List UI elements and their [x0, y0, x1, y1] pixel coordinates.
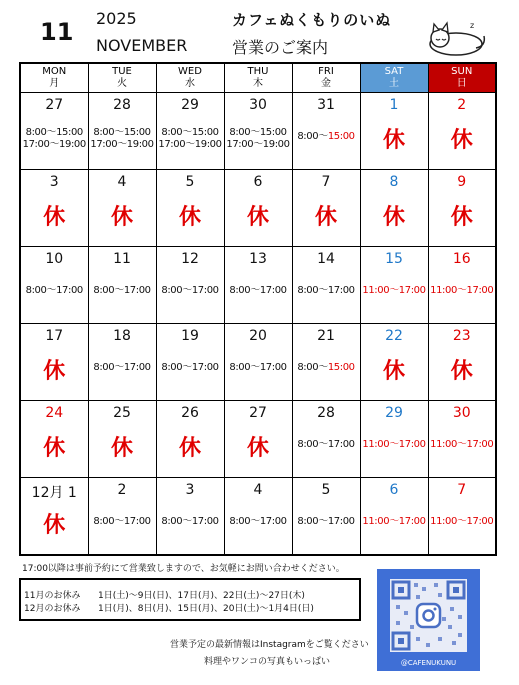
- day-number: 24: [45, 405, 64, 421]
- calendar-day: [428, 93, 496, 170]
- photos-note: 料理やワンコの写真もいっぱい: [204, 657, 331, 667]
- calendar-day: [88, 93, 156, 170]
- day-number: 15: [385, 251, 403, 267]
- opening-hours: 8:00～17:00: [25, 285, 83, 296]
- calendar-day: [88, 247, 156, 324]
- opening-hours: 8:00～17:00: [161, 285, 219, 296]
- day-number: 2: [457, 97, 467, 113]
- calendar-day: [20, 324, 88, 401]
- day-number: 4: [117, 174, 127, 190]
- closed-mark: 休: [43, 359, 66, 384]
- calendar-day: [20, 478, 88, 556]
- closed-mark: 休: [246, 436, 269, 461]
- calendar-day: [292, 401, 360, 478]
- hours-line: 8:00～15:00: [25, 127, 83, 138]
- calendar-day: [20, 401, 88, 478]
- calendar-day: [292, 170, 360, 247]
- day-number: 5: [185, 174, 195, 190]
- hours-line: 17:00～19:00: [226, 139, 290, 150]
- hours-line: 8:00～15:00: [161, 127, 219, 138]
- calendar-week: [20, 247, 496, 324]
- calendar-day: [428, 170, 496, 247]
- day-number: 12: [181, 251, 199, 267]
- closed-mark: 休: [314, 205, 337, 230]
- day-number: 6: [389, 482, 399, 498]
- hours-line: 17:00～19:00: [158, 139, 222, 150]
- calendar-day: [156, 170, 224, 247]
- closed-mark: 休: [450, 205, 473, 230]
- weekday-jp: 月: [49, 78, 60, 89]
- calendar-day: [292, 324, 360, 401]
- closed-mark: 休: [178, 436, 201, 461]
- day-number: 30: [452, 405, 471, 421]
- day-number: 2: [117, 482, 127, 498]
- instagram-handle: @CAFENUKUNU: [400, 659, 457, 667]
- weekday-jp: 火: [117, 78, 127, 89]
- calendar-day: [360, 324, 428, 401]
- opening-hours: 8:00～17:00: [93, 362, 151, 373]
- month-number: 11: [40, 18, 74, 46]
- opening-hours: 11:00～17:00: [362, 516, 426, 527]
- day-number: 12月 1: [31, 485, 77, 501]
- calendar-day: [156, 324, 224, 401]
- opening-hours: [21, 127, 88, 151]
- day-number: 3: [49, 174, 59, 190]
- holiday-dates: 1日(土)～9日(日)、17日(月)、22日(土)～27日(木): [98, 591, 305, 601]
- calendar-day: [20, 93, 88, 170]
- calendar-day: [360, 170, 428, 247]
- closed-mark: 休: [450, 128, 473, 153]
- opening-hours: 11:00～17:00: [430, 516, 494, 527]
- holiday-dates: 1日(月)、8日(月)、15日(月)、20日(土)～1月4日(日): [98, 604, 314, 614]
- day-number: 16: [452, 251, 471, 267]
- holiday-label: 11月のお休み: [24, 591, 81, 601]
- opening-hours: [293, 131, 360, 143]
- weekday-jp: 金: [321, 78, 331, 89]
- day-number: 26: [181, 405, 199, 421]
- opening-hours: 8:00～17:00: [297, 516, 355, 527]
- weekday-jp: 水: [185, 78, 195, 89]
- qr-pattern: [390, 579, 467, 652]
- day-number: 1: [389, 97, 399, 113]
- day-number: 29: [385, 405, 403, 421]
- opening-hours: 8:00～17:00: [93, 285, 151, 296]
- closed-mark: 休: [110, 436, 133, 461]
- day-number: 28: [317, 405, 335, 421]
- calendar-day: [156, 478, 224, 556]
- day-number: 28: [113, 97, 131, 113]
- weekday-en: WED: [178, 66, 202, 77]
- holiday-line-november: [24, 588, 305, 601]
- opening-hours: 8:00～17:00: [297, 285, 355, 296]
- closed-mark: 休: [43, 436, 66, 461]
- opening-hours: [157, 127, 224, 151]
- hours-end: 15:00: [327, 131, 355, 142]
- day-number: 31: [317, 97, 335, 113]
- page-title: 営業のご案内: [232, 38, 329, 57]
- weekday-header-sat: [360, 63, 428, 93]
- opening-hours: 8:00～17:00: [93, 516, 151, 527]
- calendar-day: [360, 247, 428, 324]
- instagram-qr-code[interactable]: [377, 569, 480, 671]
- day-number: 4: [253, 482, 263, 498]
- calendar-day: [292, 247, 360, 324]
- day-number: 7: [457, 482, 467, 498]
- calendar-week: [20, 401, 496, 478]
- day-number: 11: [113, 251, 131, 267]
- closed-mark: 休: [178, 205, 201, 230]
- day-number: 25: [113, 405, 131, 421]
- month-name: NOVEMBER: [96, 36, 188, 55]
- hours-start: 8:00～: [297, 131, 328, 142]
- opening-hours: 8:00～17:00: [161, 516, 219, 527]
- opening-hours: 8:00～17:00: [229, 362, 287, 373]
- calendar-day: [224, 401, 292, 478]
- day-number: 29: [181, 97, 199, 113]
- opening-hours: 8:00～17:00: [161, 362, 219, 373]
- calendar-day: [428, 247, 496, 324]
- calendar-week: [20, 170, 496, 247]
- weekday-header-fri: [292, 63, 360, 93]
- calendar-day: [224, 247, 292, 324]
- weekday-en: MON: [42, 66, 67, 77]
- day-number: 27: [249, 405, 267, 421]
- closed-mark: 休: [382, 128, 405, 153]
- holiday-box: [19, 578, 361, 621]
- calendar-week: [20, 324, 496, 401]
- day-number: 19: [181, 328, 199, 344]
- calendar-day: [156, 247, 224, 324]
- weekday-header-thu: [224, 63, 292, 93]
- weekday-en: SAT: [384, 66, 404, 77]
- closed-mark: 休: [382, 359, 405, 384]
- calendar-day: [292, 93, 360, 170]
- calendar-day: [88, 401, 156, 478]
- weekday-jp: 土: [389, 78, 399, 89]
- closed-mark: 休: [43, 513, 66, 538]
- calendar-day: [224, 324, 292, 401]
- year: 2025: [96, 9, 137, 28]
- closed-mark: 休: [110, 205, 133, 230]
- opening-hours: 11:00～17:00: [430, 285, 494, 296]
- reservation-note: 17:00以降は事前予約にて営業致しますので、お気軽にお問い合わせください。: [22, 564, 345, 574]
- calendar-day: [428, 324, 496, 401]
- weekday-en: SUN: [451, 66, 473, 77]
- opening-hours: 11:00～17:00: [362, 439, 426, 450]
- opening-hours: [89, 127, 156, 151]
- holiday-label: 12月のお休み: [24, 604, 81, 614]
- instagram-info: 営業予定の最新情報はInstagramをご覧ください: [170, 640, 369, 650]
- day-number: 21: [317, 328, 335, 344]
- day-number: 20: [249, 328, 267, 344]
- opening-hours: 8:00～17:00: [229, 516, 287, 527]
- hours-end: 15:00: [327, 362, 355, 373]
- closed-mark: 休: [43, 205, 66, 230]
- hours-line: 17:00～19:00: [90, 139, 154, 150]
- weekday-jp: 木: [253, 78, 263, 89]
- calendar-day: [88, 324, 156, 401]
- day-number: 22: [385, 328, 403, 344]
- calendar-day: [224, 93, 292, 170]
- calendar-day: [360, 401, 428, 478]
- opening-hours: 11:00～17:00: [362, 285, 426, 296]
- calendar-grid: [19, 62, 497, 556]
- day-number: 9: [457, 174, 467, 190]
- svg-text:z: z: [470, 21, 475, 30]
- day-number: 18: [113, 328, 131, 344]
- weekday-en: TUE: [112, 66, 132, 77]
- calendar-day: [156, 93, 224, 170]
- day-number: 6: [253, 174, 263, 190]
- holiday-line-december: [24, 601, 314, 614]
- hours-line: 8:00～15:00: [93, 127, 151, 138]
- closed-mark: 休: [382, 205, 405, 230]
- day-number: 10: [45, 251, 64, 267]
- weekday-en: THU: [247, 66, 269, 77]
- day-number: 13: [249, 251, 267, 267]
- calendar-day: [428, 478, 496, 556]
- day-number: 8: [389, 174, 399, 190]
- weekday-header-mon: [20, 63, 88, 93]
- opening-hours: [293, 362, 360, 374]
- closed-mark: 休: [246, 205, 269, 230]
- weekday-en: FRI: [318, 66, 334, 77]
- calendar-day: [224, 170, 292, 247]
- day-number: 17: [45, 328, 64, 344]
- sleeping-cat-icon: [420, 18, 490, 58]
- calendar-day: [292, 478, 360, 556]
- day-number: 30: [249, 97, 267, 113]
- day-number: 7: [321, 174, 331, 190]
- calendar-week: [20, 478, 496, 556]
- weekday-header-wed: [156, 63, 224, 93]
- calendar-day: [360, 93, 428, 170]
- qr-code-icon: [390, 579, 467, 652]
- weekday-header-tue: [88, 63, 156, 93]
- opening-hours: 8:00～17:00: [297, 439, 355, 450]
- calendar-week: [20, 93, 496, 170]
- calendar-day: [88, 170, 156, 247]
- opening-hours: 11:00～17:00: [430, 439, 494, 450]
- weekday-jp: 日: [456, 78, 467, 89]
- calendar-day: [20, 247, 88, 324]
- opening-hours: 8:00～17:00: [229, 285, 287, 296]
- calendar-day: [428, 401, 496, 478]
- hours-start: 8:00～: [297, 362, 328, 373]
- day-number: 5: [321, 482, 331, 498]
- day-number: 14: [317, 251, 335, 267]
- calendar-day: [360, 478, 428, 556]
- day-number: 23: [452, 328, 471, 344]
- day-number: 3: [185, 482, 195, 498]
- cafe-name: カフェぬくもりのいぬ: [232, 11, 392, 29]
- hours-line: 8:00～15:00: [229, 127, 287, 138]
- closed-mark: 休: [450, 359, 473, 384]
- calendar-day: [156, 401, 224, 478]
- hours-line: 17:00～19:00: [22, 139, 86, 150]
- calendar-day: [224, 478, 292, 556]
- day-number: 27: [45, 97, 64, 113]
- calendar-day: [20, 170, 88, 247]
- weekday-header-sun: [428, 63, 496, 93]
- opening-hours: [225, 127, 292, 151]
- calendar-day: [88, 478, 156, 556]
